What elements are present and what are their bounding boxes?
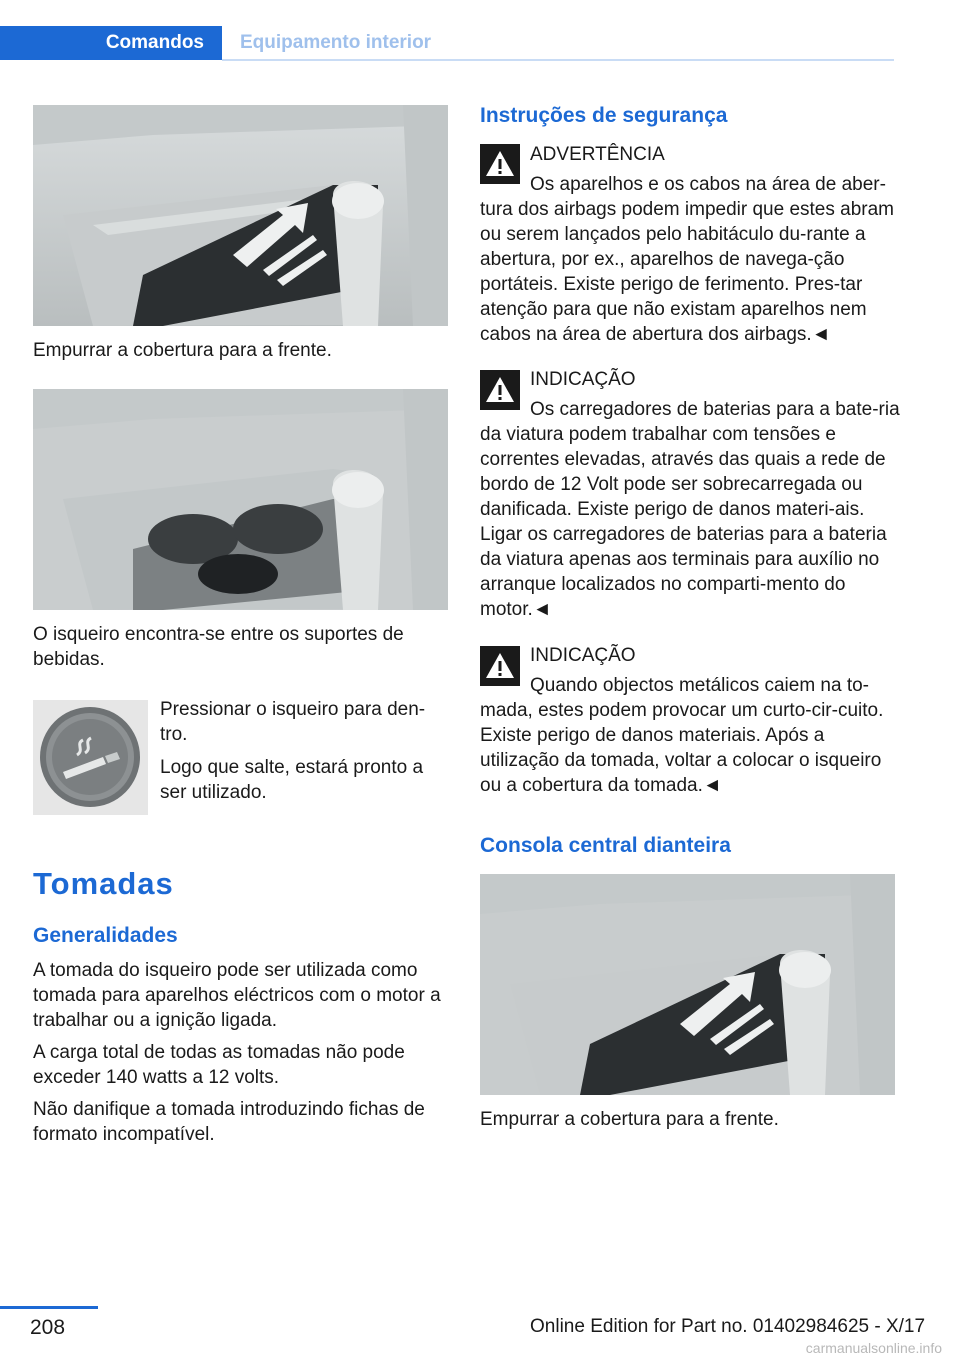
warning-1-text: Os aparelhos e os cabos na área de aber-tura dos airbags podem impedir que estes abram ou serem lançados pelo habitáculo du-rante a abertura, por ex., aparelhos de navega-ção portáteis. Existe perigo de ferimento. Pres-tar atenção para que não existam aparelhos nem cabos na área de abertura dos airbags.◄ bbox=[480, 174, 895, 345]
caption-push-cover: Empurrar a cobertura para a frente. bbox=[33, 340, 332, 361]
warning-3-text: Quando objectos metálicos caiem na to-mada, estes podem provocar um curto-cir-cuito. Existe perigo de danos materiais. Após a utilização da tomada, voltar a colocar o isqueiro ou a cobertura da tomada.◄ bbox=[480, 675, 884, 796]
footer-divider bbox=[0, 1306, 98, 1309]
page-number: 208 bbox=[30, 1316, 66, 1339]
page-header bbox=[0, 0, 960, 64]
caption-push-cover-front: Empurrar a cobertura para a frente. bbox=[480, 1109, 779, 1130]
console-title: Consola central dianteira bbox=[480, 834, 731, 857]
warning-1-title: ADVERTÊNCIA bbox=[530, 144, 665, 165]
paragraph-3: Não danifique a tomada introduzindo fichas de formato incompatível. bbox=[33, 1099, 425, 1145]
paragraph-2: A carga total de todas as tomadas não pode exceder 140 watts a 12 volts. bbox=[33, 1042, 405, 1088]
lighter-instruction-2: Logo que salte, estará pronto a ser utilizado. bbox=[160, 757, 424, 803]
watermark: carmanualsonline.info bbox=[805, 1340, 942, 1356]
lighter-instruction-1: Pressionar o isqueiro para den-tro. bbox=[160, 699, 426, 745]
paragraph-1: A tomada do isqueiro pode ser utilizada como tomada para aparelhos eléctricos com o motor a trabalhar ou a ignição ligada. bbox=[33, 960, 441, 1031]
subsection-title: Generalidades bbox=[33, 924, 178, 947]
front-console-cover-image bbox=[480, 874, 895, 1095]
section-title: Tomadas bbox=[33, 866, 174, 901]
cigarette-lighter-image bbox=[33, 700, 148, 815]
warning-2-text: Os carregadores de baterias para a bate-ria da viatura podem trabalhar com tensões e correntes elevadas, através das quais a rede de bordo de 12 Volt pode ser sobrecarregada ou danificada. Existe perigo de danos materi-ais. Ligar os carregadores de baterias para a bateria da viatura apenas aos terminais para auxílio no arranque localizados no comparti-mento do motor.◄ bbox=[480, 399, 900, 620]
safety-title: Instruções de segurança bbox=[480, 104, 728, 127]
warning-3-title: INDICAÇÃO bbox=[530, 645, 636, 666]
warning-2-title: INDICAÇÃO bbox=[530, 369, 636, 390]
edition-text: Online Edition for Part no. 01402984625 - X/17 bbox=[530, 1316, 926, 1337]
tab-comandos[interactable]: Comandos bbox=[0, 26, 222, 60]
cup-holder-image bbox=[33, 389, 448, 610]
console-cover-image bbox=[33, 105, 448, 326]
tab-equipamento-interior[interactable]: Equipamento interior bbox=[240, 32, 432, 53]
header-divider bbox=[222, 59, 894, 61]
caption-lighter-location: O isqueiro encontra-se entre os suportes de bebidas. bbox=[33, 624, 404, 670]
